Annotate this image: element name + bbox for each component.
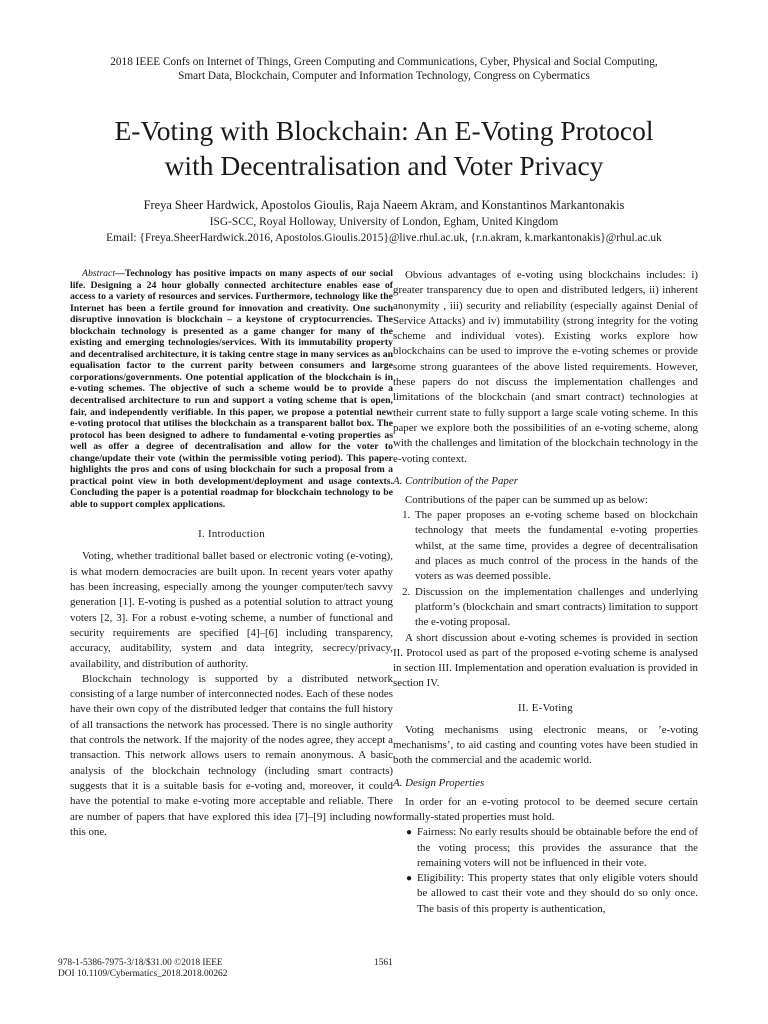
title-line-2: with Decentralisation and Voter Privacy	[164, 150, 604, 181]
subsection-heading-contribution: A. Contribution of the Paper	[393, 474, 518, 487]
intro-paragraph-2: Blockchain technology is supported by a distributed network consisting of a large number of interconnected nodes. Each of these nodes have their own copy of the distributed ledger that contains the full history of all transactions the network has processed. There is no single authority that controls the network. If the majority of the nodes agree, they accept a transaction. This network allows users to remain anonymous. A basic analysis of the blockchain technology (including smart contracts) suggests that it is a suitable basis for e-voting and, moreover, it could have the potential to make e-voting more acceptable and reliable. There are number of papers that have explored this idea [7]–[9] including now this one.	[70, 672, 393, 838]
section-heading-introduction: I. Introduction	[198, 528, 265, 541]
left-column	[70, 268, 393, 840]
intro-paragraph-1: Voting, whether traditional ballet based or electronic voting (e-voting), is what modern democracies are built upon. In recent years voter apathy has been increasing, especially among the younger computer/tech savvy generation [1]. E-voting is pushed as a potential solution to attract young voters [2, 3]. For a robust e-voting scheme, a number of functional and security requirements are specified [4]–[6] including transparency, accuracy, auditability, system and data integrity, secrecy/privacy, availability, and distribution of authority.	[70, 550, 393, 670]
abstract-label: Abstract	[82, 268, 116, 279]
list-item-text: Fairness: No early results should be obtainable before the end of the voting process; this provides the assurance that the remaining voters will not be influenced in their vote.	[417, 826, 698, 869]
list-item: 2. Discussion on the implementation challenges and underlying platform’s (blockchain and smart contracts) limitation to support the e-voting proposal.	[413, 585, 698, 631]
list-item-text: Eligibility: This property states that only eligible voters should be allowed to cast their vote and they should do so only once. The basis of this property is authentication,	[417, 872, 698, 915]
page-number: 1561	[374, 958, 393, 968]
title-line-1: E-Voting with Blockchain: An E-Voting Protocol	[114, 115, 654, 146]
right-column	[393, 268, 698, 917]
contribution-intro: Contributions of the paper can be summed up as below:	[405, 493, 648, 506]
design-properties-list	[393, 825, 698, 917]
list-item	[406, 871, 698, 917]
conference-line-2: Smart Data, Blockchain, Computer and Information Technology, Congress on Cybermatics	[178, 70, 590, 82]
affiliation: ISG-SCC, Royal Holloway, University of London, Egham, United Kingdom	[209, 216, 559, 228]
section-heading-evoting: II. E-Voting	[518, 701, 573, 714]
footer-isbn: 978-1-5386-7975-3/18/$31.00 ©2018 IEEE	[58, 958, 223, 968]
contribution-outro: A short discussion about e-voting schemes is provided in section II. Protocol used as part of the proposed e-voting scheme is analysed in section III. Implementation and operation evaluation is provided in section IV.	[393, 631, 698, 690]
list-item	[406, 825, 698, 871]
design-intro: In order for an e-voting protocol to be deemed secure certain formally-stated properties must hold.	[393, 795, 698, 823]
conference-line-1: 2018 IEEE Confs on Internet of Things, Green Computing and Communications, Cyber, Physical and Social Computing,	[110, 56, 658, 68]
bullet-icon: ●	[406, 873, 413, 885]
bullet-icon: ●	[406, 827, 413, 839]
conference-header	[40, 55, 728, 83]
footer-doi: DOI 10.1109/Cybermatics_2018.2018.00262	[58, 969, 228, 980]
authors: Freya Sheer Hardwick, Apostolos Gioulis, Raja Naeem Akram, and Konstantinos Markantonakis	[143, 198, 625, 212]
abstract-text: —Technology has positive impacts on many aspects of our social life. Designing a 24 hour globally connected architecture enables ease of access to a variety of resources and services. Furthermore, technology like the Internet has been a fertile ground for innovation and creativity. One such disruptive innovation is blockchain – a keystone of cryptocurrencies. The blockchain technology is presented as a game changer for many of the existing and emerging technologies/services. With its immutability property and decentralised architecture, it is taking centre stage in many services as an equalisation factor to the current parity between consumers and large corporations/governments. One potential application of the blockchain is in e-voting schemes. The objective of such a scheme would be to provide a decentralised architecture to run and support a voting scheme that is open, fair, and independently verifiable. In this paper, we propose a potential new e-voting protocol that utilises the blockchain as a transparent ballot box. The protocol has been designed to adhere to fundamental e-voting properties as well as offer a degree of decentralisation and allow for the voter to change/update their vote (within the permissible voting period). This paper highlights the pros and cons of using blockchain for such a proposal from a practical point view in both development/deployment and usage contexts. Concluding the paper is a potential roadmap for blockchain technology to be able to support complex applications.	[70, 268, 393, 510]
footer-copyright	[58, 958, 227, 981]
email: Email: {Freya.SheerHardwick.2016, Apostolos.Gioulis.2015}@live.rhul.ac.uk, {r.n.akram, k.markantonakis}@rhul.ac.uk	[106, 232, 662, 244]
list-item: 1. The paper proposes an e-voting scheme based on blockchain technology that meets the fundamental e-voting properties whilst, at the same time, provides a degree of decentralisation and places as much control of the process in the hands of the voters as was deemed possible.	[413, 508, 698, 584]
contribution-list	[393, 508, 698, 630]
paper-title	[40, 113, 728, 183]
intro-paragraph-3: Obvious advantages of e-voting using blockchains includes: i) greater transparency due to open and distributed ledgers, ii) inherent anonymity , iii) security and reliability (especially against Denial of Service Attacks) and iv) immutability (strong integrity for the voting scheme and individual votes). Existing works explore how blockchains can be used to improve the e-voting schemes or provide some strong guarantees of the above listed requirements. However, these papers do not discuss the implementation challenges and limitations of the blockchain (and smart contract) technologies at their current state to fully support a large scale voting scheme. In this paper we explore both the possibilities of an e-voting scheme, along with the challenges and limitation of the blockchain technology in the e-voting context.	[393, 269, 698, 465]
subsection-heading-design: A. Design Properties	[393, 776, 485, 789]
evoting-paragraph-1: Voting mechanisms using electronic means, or ’e-voting mechanisms’, to aid casting and counting votes have been studied in both the commercial and the academic world.	[393, 723, 698, 767]
abstract	[70, 268, 393, 510]
